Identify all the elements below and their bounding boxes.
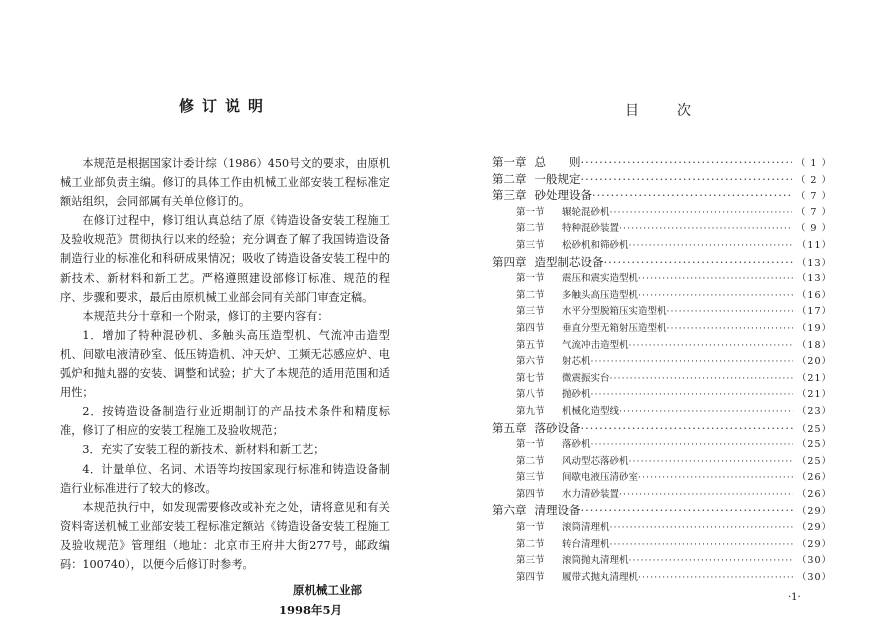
preface-paragraph: 本规范共分十章和一个附录，修订的主要内容有： [82, 309, 329, 323]
toc-entry-label: 第四节 [516, 488, 545, 500]
toc-entry-page: （21） [796, 389, 832, 401]
toc-leader-dots [638, 290, 793, 301]
toc-section-row[interactable] [492, 403, 832, 420]
toc-entry-title: 造型制芯设备 [534, 254, 604, 269]
toc-leader-dots [667, 306, 793, 317]
toc-leader-dots [629, 240, 793, 251]
toc-entry-title: 气流冲击造型机 [562, 339, 629, 351]
toc-entry-label: 第一章 [492, 155, 527, 169]
toc-entry-page: （29） [796, 538, 832, 550]
toc-entry-page: （ 7 ） [795, 191, 832, 203]
toc-leader-dots [581, 155, 792, 169]
toc-entry-title: 辗轮混砂机 [562, 206, 610, 218]
signature-date: 1998年5月 [278, 603, 342, 618]
toc-chapter-row[interactable] [492, 154, 832, 171]
toc-section-row[interactable] [492, 237, 832, 254]
toc-section-row[interactable] [492, 552, 832, 569]
toc-entry-label: 第一节 [516, 206, 545, 218]
toc-title: 目次 [625, 103, 729, 119]
preface-title: 修订说明 [178, 97, 271, 115]
toc-entry-page: （30） [796, 555, 832, 567]
toc-entry-title: 震压和震实造型机 [562, 273, 639, 285]
toc-entry-title: 射芯机 [562, 356, 591, 368]
toc-entry-title: 砂处理设备 [534, 188, 592, 203]
toc-entry-title: 风动型芯落砂机 [562, 455, 629, 467]
toc-section-row[interactable] [492, 270, 832, 287]
toc-entry-title: 松砂机和筛砂机 [562, 239, 629, 251]
toc-entry-label: 第一节 [516, 439, 545, 451]
toc-entry-label: 第七节 [516, 372, 545, 384]
toc-entry-label: 第二节 [516, 223, 545, 235]
toc-entry-title: 水平分型脱箱压实造型机 [562, 306, 667, 318]
toc-entry-label: 第五节 [516, 339, 545, 351]
toc-entry-label: 第六章 [492, 503, 527, 518]
toc-entry-page: （16） [796, 289, 832, 301]
toc-entry-label: 第三节 [516, 472, 545, 484]
toc-section-row[interactable] [492, 569, 832, 586]
toc-entry-label: 第一节 [516, 522, 545, 534]
toc-entry-title: 机械化造型线 [562, 405, 620, 417]
toc-section-row[interactable] [492, 386, 832, 403]
toc-section-row[interactable] [492, 337, 832, 354]
toc-entry-label: 第八节 [516, 389, 545, 401]
toc-entry-page: （ 1 ） [795, 158, 832, 169]
toc-entry-label: 第三节 [516, 306, 545, 318]
toc-entry-page: （23） [796, 405, 832, 417]
toc-entry-title: 履带式抛丸清理机 [562, 571, 639, 583]
toc-entry-page: （21） [796, 372, 832, 384]
toc-section-row[interactable] [492, 436, 832, 453]
toc-section-row[interactable] [492, 536, 832, 553]
preface-paragraph: 3．充实了安装工程的新技术、新材料和新工艺； [82, 443, 325, 457]
toc-entry-title: 间歇电液压清砂室 [562, 472, 639, 484]
toc-entry-label: 第四章 [492, 254, 527, 269]
page-number: ·1· [788, 592, 801, 603]
toc-entry-title: 抛砂机 [562, 389, 591, 401]
toc-leader-dots [581, 503, 793, 517]
toc-leader-dots [619, 406, 793, 417]
toc-leader-dots [592, 188, 792, 202]
toc-leader-dots [619, 223, 792, 234]
toc-entry-label: 第二节 [516, 538, 545, 550]
toc-entry-page: （29） [796, 522, 832, 534]
toc-entry-label: 第二节 [516, 289, 545, 301]
toc-entry-label: 第三节 [516, 555, 545, 567]
toc-list [492, 154, 832, 585]
toc-entry-page: （17） [796, 306, 832, 318]
toc-entry-label: 第三节 [516, 239, 545, 251]
toc-chapter-row[interactable] [492, 187, 832, 204]
toc-entry-page: （25） [796, 423, 832, 435]
toc-entry-page: （18） [796, 339, 832, 351]
toc-chapter-row[interactable] [492, 254, 832, 271]
toc-entry-title: 落砂机 [562, 439, 591, 451]
toc-leader-dots [591, 439, 793, 450]
toc-leader-dots [581, 421, 793, 435]
preface-paragraph: 本规范是根据国家计委计综（1986）450号文的要求，由原机械工业部负责主编。修订的具体工作由机械工业部安装工程标准定额站组织，会同部属有关单位修订的。 [60, 157, 390, 209]
toc-entry-label: 第二节 [516, 455, 545, 467]
toc-section-row[interactable] [492, 353, 832, 370]
toc-entry-page: （11） [796, 239, 832, 251]
toc-entry-page: （26） [796, 488, 832, 500]
toc-entry-title: 落砂设备 [534, 420, 581, 435]
toc-leader-dots [604, 255, 793, 269]
toc-entry-label: 第四节 [516, 322, 545, 334]
toc-section-row[interactable] [492, 220, 832, 237]
toc-entry-title: 总 则 [534, 155, 581, 169]
toc-section-row[interactable] [492, 320, 832, 337]
toc-section-row[interactable] [492, 486, 832, 503]
preface-column [60, 95, 390, 620]
toc-section-row[interactable] [492, 519, 832, 536]
toc-section-row[interactable] [492, 204, 832, 221]
toc-leader-dots [629, 555, 793, 566]
toc-leader-dots [610, 539, 793, 550]
toc-section-row[interactable] [492, 469, 832, 486]
toc-section-row[interactable] [492, 287, 832, 304]
toc-entry-title: 微震振实台 [562, 372, 610, 384]
toc-entry-title: 滚筒抛丸清理机 [562, 555, 629, 567]
toc-entry-label: 第四节 [516, 571, 545, 583]
toc-leader-dots [591, 356, 793, 367]
toc-entry-page: （30） [796, 571, 832, 583]
toc-leader-dots [581, 172, 792, 186]
preface-paragraph: 本规范执行中，如发现需要修改或补充之处，请将意见和有关资料寄送机械工业部安装工程标准定额站《铸造设备安装工程施工及验收规范》管理组（地址：北京市王府井大街277号，邮政编码：100740），以便今后修订时参考。 [60, 500, 390, 571]
toc-leader-dots [638, 472, 793, 483]
toc-section-row[interactable] [492, 453, 832, 470]
toc-entry-label: 第五章 [492, 420, 527, 435]
toc-column [492, 100, 832, 585]
toc-leader-dots [610, 207, 792, 218]
toc-entry-title: 水力清砂装置 [562, 488, 620, 500]
toc-chapter-row[interactable] [492, 171, 832, 188]
toc-leader-dots [610, 373, 793, 384]
toc-chapter-row[interactable] [492, 420, 832, 437]
toc-chapter-row[interactable] [492, 502, 832, 519]
toc-entry-title: 转台清理机 [562, 538, 610, 550]
toc-entry-title: 特种混砂装置 [562, 223, 620, 235]
toc-entry-page: （26） [796, 472, 832, 484]
toc-leader-dots [629, 340, 793, 351]
toc-leader-dots [610, 522, 793, 533]
toc-entry-label: 第一节 [516, 273, 545, 285]
toc-entry-page: （25） [796, 439, 832, 451]
toc-leader-dots [667, 323, 793, 334]
toc-entry-label: 第三章 [492, 188, 527, 203]
toc-entry-page: （25） [796, 455, 832, 467]
toc-entry-title: 一般规定 [534, 171, 581, 186]
toc-leader-dots [619, 489, 793, 500]
toc-entry-page: （ 9 ） [795, 223, 832, 235]
toc-entry-title: 垂直分型无箱射压造型机 [562, 322, 667, 334]
toc-entry-page: （ 7 ） [795, 206, 832, 218]
signature: 原机械工业部 [293, 583, 362, 598]
toc-leader-dots [638, 572, 793, 583]
toc-entry-label: 第二章 [492, 171, 527, 186]
toc-entry-page: （20） [796, 356, 832, 368]
toc-entry-title: 多触头高压造型机 [562, 289, 639, 301]
toc-entry-page: （13） [796, 273, 832, 285]
preface-paragraph: 在修订过程中，修订组认真总结了原《铸造设备安装工程施工及验收规范》贯彻执行以来的经验；充分调查了解了我国铸造设备制造行业的标准化和科研成果情况；吸收了铸造设备安装工程中的新技术、新材料和新工艺。严格遵照建设部修订标准、规范的程序、步骤和要求，最后由原机械工业部会同有关部门审查定稿。 [60, 214, 390, 304]
preface-paragraph: 2．按铸造设备制造行业近期制订的产品技术条件和精度标准，修订了相应的安装工程施工及验收规范； [60, 405, 390, 438]
toc-entry-page: （13） [796, 257, 832, 269]
toc-leader-dots [591, 389, 793, 400]
toc-entry-label: 第六节 [516, 356, 545, 368]
toc-entry-page: （29） [796, 506, 832, 518]
toc-entry-title: 清理设备 [534, 503, 581, 518]
toc-leader-dots [629, 456, 793, 467]
preface-paragraph: 1．增加了特种混砂机、多触头高压造型机、气流冲击造型机、间歇电液清砂室、低压铸造机、冲天炉、工频无芯感应炉、电弧炉和抛丸器的安装、调整和试验；扩大了本规范的适用范围和适用性； [60, 328, 390, 400]
toc-leader-dots [638, 273, 793, 284]
toc-section-row[interactable] [492, 370, 832, 387]
toc-entry-title: 滚筒清理机 [562, 522, 610, 534]
toc-entry-label: 第九节 [516, 405, 545, 417]
toc-section-row[interactable] [492, 303, 832, 320]
toc-entry-page: （ 2 ） [795, 174, 832, 186]
toc-entry-page: （19） [796, 322, 832, 334]
preface-paragraph: 4．计量单位、名词、术语等均按国家现行标准和铸造设备制造行业标准进行了较大的修改。 [60, 462, 390, 495]
